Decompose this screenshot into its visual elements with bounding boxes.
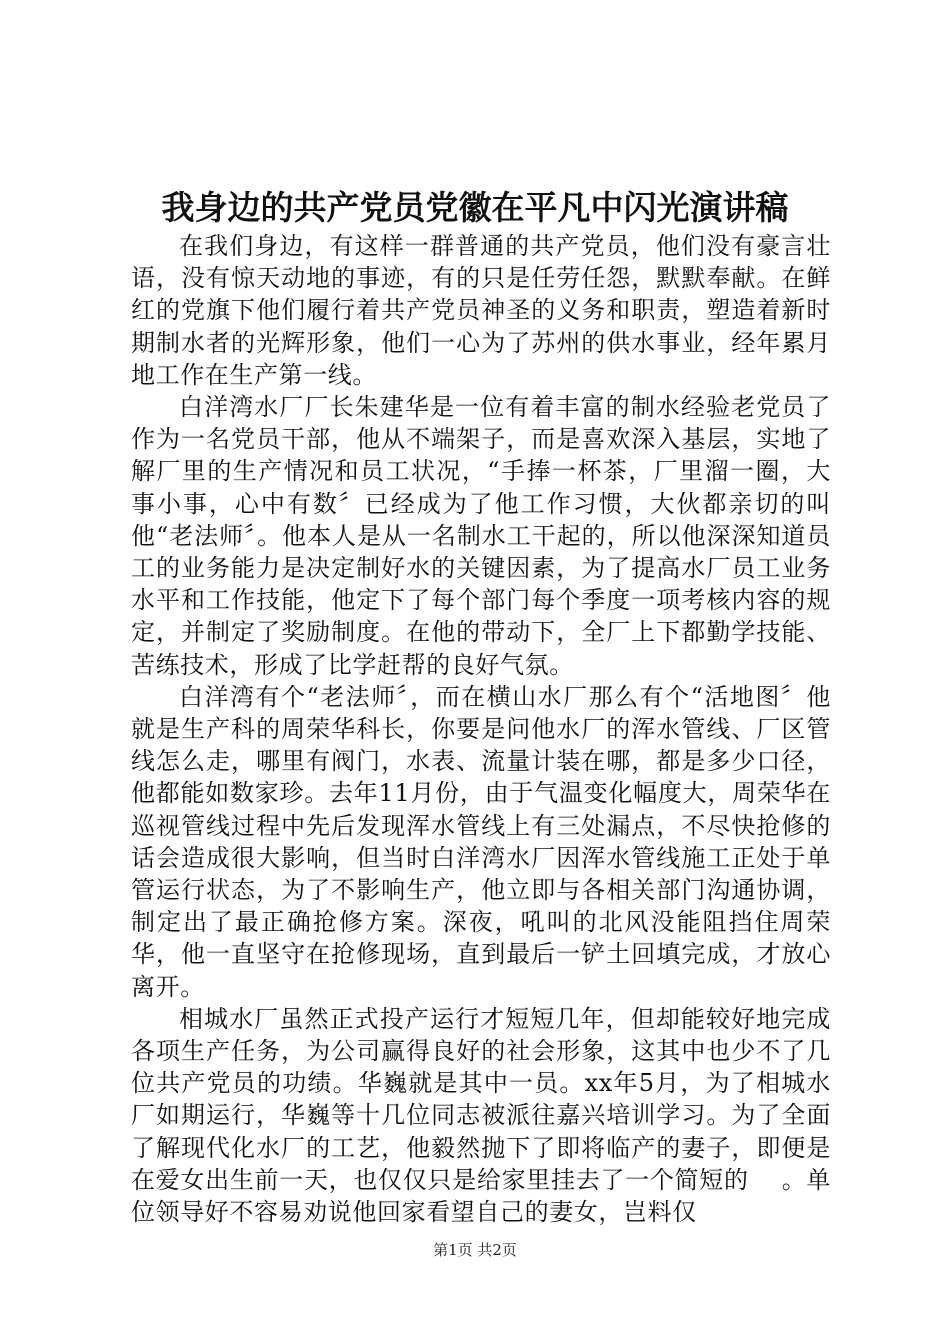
paragraph-1: 在我们身边，有这样一群普通的共产党员，他们没有豪言壮语，没有惊天动地的事迹，有的只是任劳任怨，默默奉献。在鲜红的党旗下他们履行着共产党员神圣的义务和职责，塑造着新时期制水者的光辉形象，他们一心为了苏州的供水事业，经年累月地工作在生产第一线。 <box>131 232 831 389</box>
page-footer: 第1页 共2页 <box>433 1241 517 1259</box>
paragraph-2: 白洋湾水厂厂长朱建华是一位有着丰富的制水经验老党员了作为一名党员干部，他从不端架子，而是喜欢深入基层，实地了解厂里的生产情况和员工状况，“手捧一杯茶，厂里溜一圈，大事小事，心中有数〞已经成为了他工作习惯，大伙都亲切的叫他“老法师〞。他本人是从一名制水工干起的，所以他深深知道员工的业务能力是决定制好水的关键因素，为了提高水厂员工业务水平和工作技能，他定下了每个部门每个季度一项考核内容的规定，并制定了奖励制度。在他的带动下，全厂上下都勤学技能、苦练技术，形成了比学赶帮的良好气氛。 <box>131 393 831 679</box>
paragraph-4: 相城水厂虽然正式投产运行才短短几年，但却能较好地完成各项生产任务，为公司赢得良好的社会形象，这其中也少不了几位共产党员的功绩。华巍就是其中一员。xx年5月，为了相城水厂如期运行，华巍等十几位同志被派往嘉兴培训学习。为了全面了解现代化水厂的工艺，他毅然抛下了即将临产的妻子，即便是在爱女出生前一天，也仅仅只是给家里挂去了一个简短的 。单位领导好不容易劝说他回家看望自己的妻女，岂料仅 <box>131 1004 831 1227</box>
document-title: 我身边的共产党员党徽在平凡中闪光演讲稿 <box>161 188 789 227</box>
document-body <box>131 230 831 1228</box>
paragraph-3: 白洋湾有个“老法师〞，而在横山水厂那么有个“活地图〞他就是生产科的周荣华科长，你要是问他水厂的浑水管线、厂区管线怎么走，哪里有阀门，水表、流量计装在哪，都是多少口径，他都能如数家珍。去年11月份，由于气温变化幅度大，周荣华在巡视管线过程中先后发现浑水管线上有三处漏点，不尽快抢修的话会造成很大影响，但当时白洋湾水厂因浑水管线施工正处于单管运行状态，为了不影响生产，他立即与各相关部门沟通协调，制定出了最正确抢修方案。深夜，吼叫的北风没能阻挡住周荣华，他一直坚守在抢修现场，直到最后一铲土回填完成，才放心离开。 <box>131 682 831 1001</box>
